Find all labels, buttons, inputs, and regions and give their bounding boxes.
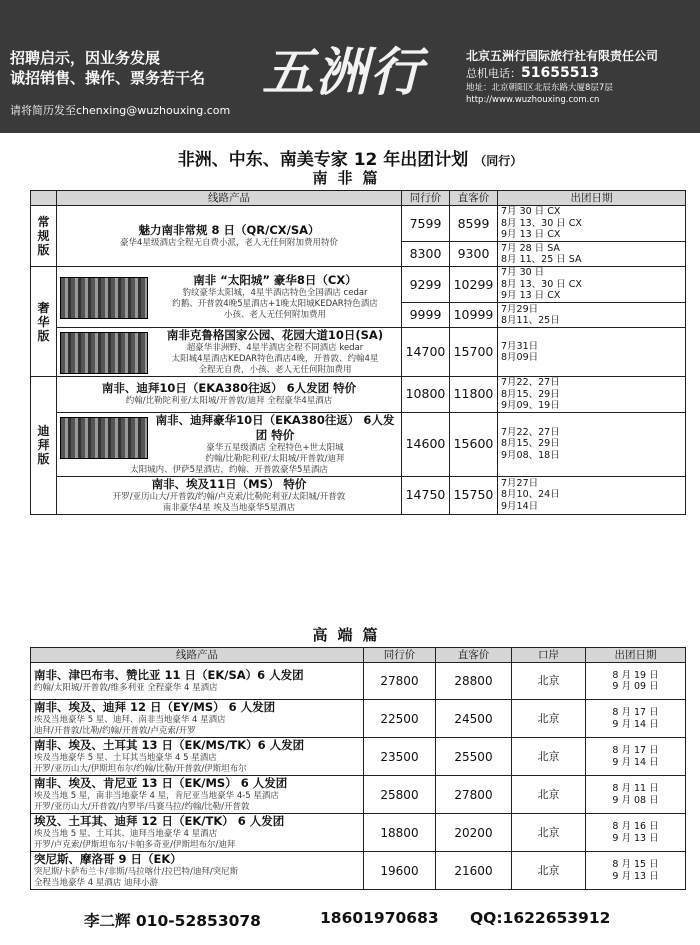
direct-price: 24500	[436, 700, 512, 738]
table-row	[31, 377, 686, 413]
recruit-notice	[10, 48, 205, 88]
route-description: 豪华五星级酒店 全程特色+世太阳城 约翰/比勒陀利亚/太阳城/开普敦/迪拜 太阳城内、伊萨5星酒店，约翰、开普敦豪华5星酒店	[130, 442, 345, 475]
direct-price: 15750	[450, 476, 498, 514]
page-title-main: 非洲、中东、南美专家 12 年出团计划	[177, 150, 469, 170]
departure-port: 北京	[512, 663, 586, 700]
departure-dates: 7月22、27日 8月15、29日 9月08、18日	[498, 412, 686, 476]
header-cell-route: 线路产品	[57, 191, 402, 206]
phone-label: 总机电话：	[466, 67, 521, 80]
recruit-email: 请将简历发至chenxing@wuzhouxing.com	[10, 104, 231, 117]
route-cell	[31, 852, 364, 890]
section-title-premium: 高端篇	[312, 626, 388, 644]
table-row	[31, 328, 686, 377]
departure-dates: 8 月 15 日 9 月 13 日	[586, 852, 686, 890]
departure-dates: 7月27日 8月10、24日 9月14日	[498, 476, 686, 514]
recruit-line-1: 招聘启示，因业务发展	[10, 49, 161, 67]
direct-price: 27800	[436, 776, 512, 814]
company-website: http://www.wuzhouxing.com.cn	[466, 95, 600, 105]
route-name: 南非、埃及11日（MS） 特价	[151, 476, 307, 491]
departure-port: 北京	[512, 814, 586, 852]
route-photo	[60, 277, 148, 319]
route-description: 埃及当地 5 星，南非当地豪华 4 星，肯尼亚当地豪华 4-5 星酒店 开罗/亚历山大/开普敦/内罗毕/马赛马拉/约翰/比勒/开普敦	[34, 791, 279, 812]
company-name: 北京五洲行国际旅行社有限责任公司	[466, 49, 659, 63]
route-description: 约翰/太阳城/开普敦/维多利亚 全程豪华 4 星酒店	[34, 683, 218, 693]
departure-port: 北京	[512, 776, 586, 814]
peer-price: 10800	[402, 377, 450, 413]
header-cell-peer-price: 同行价	[364, 648, 436, 663]
route-cell	[31, 663, 364, 700]
premium-table	[30, 647, 686, 890]
route-name: 南非、迪拜10日（EKA380往返） 6人发团 特价	[101, 381, 357, 396]
route-description: 埃及当地 5 星、土耳其、迪拜当地豪华 4 星酒店 开罗/卢克索/伊斯坦布尔/卡帕多奇亚/伊斯坦布尔/迪拜	[34, 829, 236, 850]
direct-price: 20200	[436, 814, 512, 852]
route-name: 南非、埃及、迪拜 12 日（EY/MS） 6 人发团	[34, 700, 276, 714]
departure-dates: 8 月 19 日 9 月 09 日	[586, 663, 686, 700]
phone-number: 51655513	[521, 65, 599, 81]
departure-dates: 8 月 11 日 9 月 08 日	[586, 776, 686, 814]
contact-footer	[0, 905, 700, 935]
header-banner	[0, 0, 700, 133]
contact-mobile: 18601970683	[320, 909, 439, 927]
direct-price: 28800	[436, 663, 512, 700]
route-cell	[31, 700, 364, 738]
table-row	[31, 206, 686, 242]
category-cell: 常规版	[31, 206, 57, 267]
route-description: 突尼斯/卡萨布兰卡/非斯/马拉喀什/拉巴特/迪拜/突尼斯 全程当地豪华 4 星酒店 迪拜小游	[34, 867, 239, 888]
route-photo	[60, 332, 148, 374]
table-row	[31, 476, 686, 514]
route-name: 南非、埃及、肯尼亚 13 日（EK/MS） 6 人发团	[34, 776, 288, 790]
route-name: 埃及、土耳其、迪拜 12 日（EK/TK） 6 人发团	[34, 814, 285, 828]
route-name: 魅力南非常规 8 日（QR/CX/SA）	[138, 223, 320, 237]
header-cell-peer-price: 同行价	[402, 191, 450, 206]
peer-price: 25800	[364, 776, 436, 814]
company-info	[466, 48, 696, 106]
peer-price: 23500	[364, 738, 436, 776]
peer-price: 7599	[402, 206, 450, 242]
route-name: 突尼斯、摩洛哥 9 日（EK）	[34, 852, 182, 866]
direct-price: 25500	[436, 738, 512, 776]
route-name: 南非、津巴布韦、赞比亚 11 日（EK/SA）6 人发团	[34, 668, 304, 682]
departure-dates: 8 月 17 日 9 月 14 日	[586, 700, 686, 738]
direct-price: 10299	[450, 267, 498, 303]
direct-price: 10999	[450, 303, 498, 328]
route-description: 开罗/亚历山大/开普敦/约翰/卢克索/比勒陀利亚/太阳城/开普敦 南非豪华4星 埃及当地豪华5星酒店	[112, 491, 346, 513]
header-cell-direct-price: 直客价	[450, 191, 498, 206]
header-cell-port: 口岸	[512, 648, 586, 663]
table-row	[31, 776, 686, 814]
route-description: 超豪华非洲野、4星半酒店全程不同酒店 kedar 太阳城4星酒店KEDAR特色酒店4晚，开普敦、约翰4星 全程无自费，小孩、老人无任何附加费用	[171, 343, 379, 375]
departure-dates: 7月 28 日 SA 8月 11、25 日 SA	[498, 242, 686, 267]
table-row	[31, 738, 686, 776]
departure-dates: 7月 30 日 CX 8月 13、30 日 CX 9月 13 日 CX	[498, 206, 686, 242]
departure-dates: 8 月 17 日 9 月 14 日	[586, 738, 686, 776]
departure-dates: 7月22、27日 8月15、29日 9月09、19日	[498, 377, 686, 413]
table-row	[31, 852, 686, 890]
route-name: 南非克鲁格国家公园、花园大道10日(SA)	[166, 328, 384, 342]
peer-price: 22500	[364, 700, 436, 738]
route-cell	[31, 738, 364, 776]
peer-price: 9299	[402, 267, 450, 303]
departure-dates: 8 月 16 日 9 月 13 日	[586, 814, 686, 852]
south-africa-table	[30, 190, 686, 515]
route-cell	[57, 206, 402, 267]
peer-price: 9999	[402, 303, 450, 328]
departure-port: 北京	[512, 738, 586, 776]
direct-price: 15600	[450, 412, 498, 476]
departure-port: 北京	[512, 700, 586, 738]
header-cell-dates: 出团日期	[498, 191, 686, 206]
table-row	[31, 267, 686, 303]
section-title-south-africa: 南非篇	[312, 169, 388, 187]
peer-price: 19600	[364, 852, 436, 890]
departure-dates: 7月29日 8月11、25日	[498, 303, 686, 328]
table-row	[31, 412, 686, 476]
company-address: 地址：北京朝阳区北辰东路大厦8层7层	[466, 83, 613, 93]
route-cell	[57, 267, 402, 328]
route-name: 南非、埃及、土耳其 13 日（EK/MS/TK）6 人发团	[34, 738, 305, 752]
category-cell: 奢华版	[31, 267, 57, 377]
route-description: 约翰/比勒陀利亚/太阳城/开普敦/迪拜 全程豪华4星酒店	[125, 396, 333, 407]
direct-price: 8599	[450, 206, 498, 242]
route-description: 埃及当地豪华 5 星、迪拜、南非当地豪华 4 星酒店 迪拜/开普敦/比勒/约翰/开普敦/卢克索/开罗	[34, 715, 226, 736]
table-header-row	[31, 648, 686, 663]
route-cell	[57, 476, 402, 514]
route-description: 埃及当地豪华 5 星、土耳其当地豪华 4 5 星酒店 开罗/亚历山大/伊斯坦布尔/约翰/比勒/开普敦/伊斯坦布尔	[34, 753, 247, 774]
departure-port: 北京	[512, 852, 586, 890]
header-cell-dates: 出团日期	[586, 648, 686, 663]
page-title-sub: （同行）	[474, 154, 523, 168]
route-description: 豹纹豪华太阳城，4星半酒店特色全国酒店 cedar 约鹅、开普敦4晚5星酒店+1晚太阳城KEDAR特色酒店 小孩、老人无任何附加费用	[172, 288, 378, 320]
direct-price: 9300	[450, 242, 498, 267]
header-cell-blank	[31, 191, 57, 206]
header-cell-direct-price: 直客价	[436, 648, 512, 663]
header-cell-route: 线路产品	[31, 648, 364, 663]
route-cell	[31, 776, 364, 814]
route-name: 南非、迪拜豪华10日（EKA380往返） 6人发团 特价	[155, 412, 395, 442]
table-row	[31, 663, 686, 700]
peer-price: 27800	[364, 663, 436, 700]
departure-dates: 7月31日 8月09日	[498, 328, 686, 377]
category-cell: 迪拜版	[31, 377, 57, 515]
route-photo	[60, 417, 148, 459]
table-row	[31, 700, 686, 738]
table-row	[31, 814, 686, 852]
peer-price: 14700	[402, 328, 450, 377]
contact-person: 李二辉 010-52853078	[84, 912, 261, 930]
peer-price: 8300	[402, 242, 450, 267]
route-cell	[31, 814, 364, 852]
company-logo: 五洲行	[262, 42, 425, 103]
recruit-line-2: 诚招销售、操作、票务若干名	[10, 69, 206, 87]
peer-price: 14750	[402, 476, 450, 514]
departure-dates: 7月 30 日 8月 13、30 日 CX 9月 13 日 CX	[498, 267, 686, 303]
peer-price: 18800	[364, 814, 436, 852]
route-cell	[57, 412, 402, 476]
table-header-row	[31, 191, 686, 206]
direct-price: 21600	[436, 852, 512, 890]
route-cell	[57, 377, 402, 413]
contact-qq: QQ:1622653912	[470, 909, 611, 927]
route-description: 豪华4星级酒店全程无自费小派，老人无任何附加费用特价	[120, 238, 338, 248]
route-name: 南非 “太阳城” 豪华8日（CX）	[193, 273, 357, 287]
content-page	[0, 133, 700, 945]
direct-price: 15700	[450, 328, 498, 377]
route-cell	[57, 328, 402, 377]
peer-price: 14600	[402, 412, 450, 476]
direct-price: 11800	[450, 377, 498, 413]
